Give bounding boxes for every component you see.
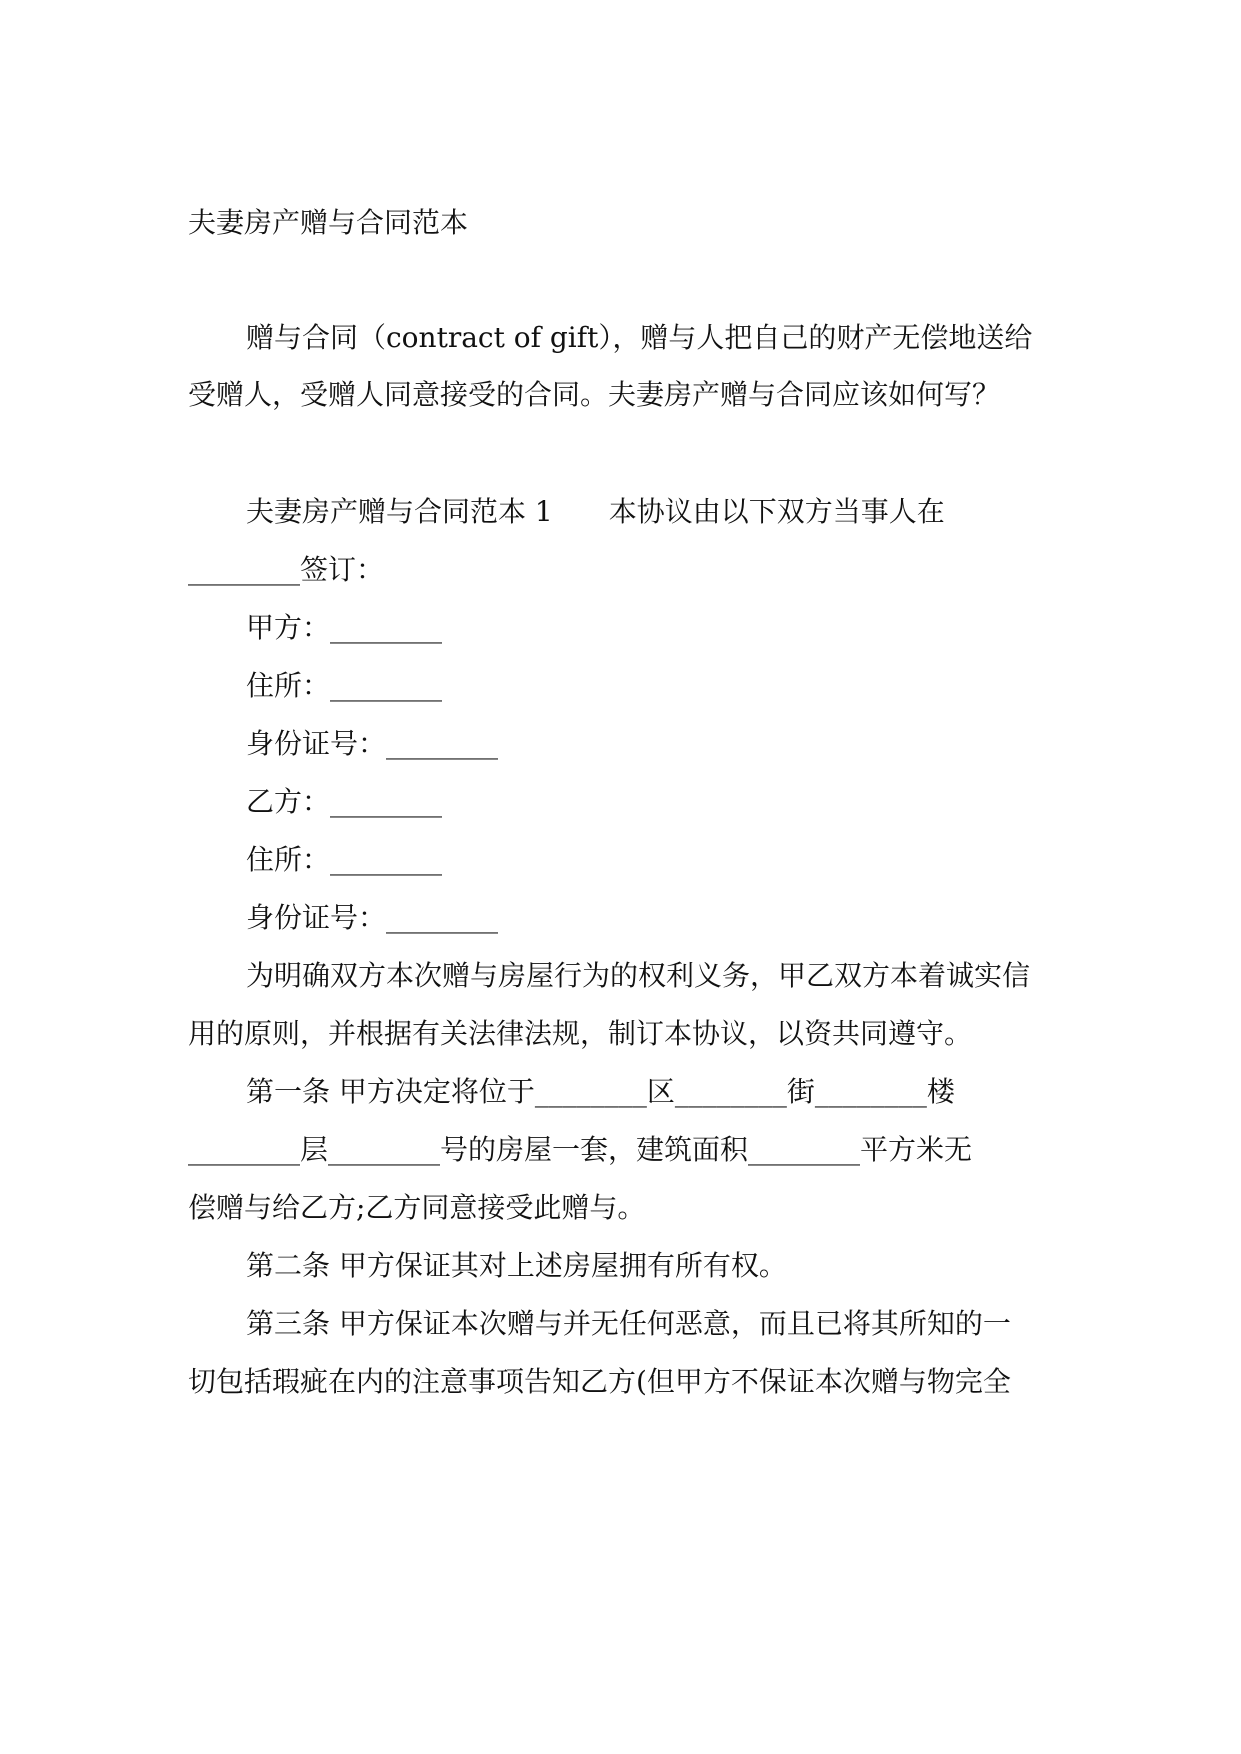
contract-heading-line-2: ________签订： (188, 553, 385, 586)
party-a-address: 住所：________ (246, 669, 443, 702)
contract-heading-line-1: 夫妻房产赠与合同范本 1 本协议由以下双方当事人在 (246, 495, 945, 528)
preamble-line-1: 为明确双方本次赠与房屋行为的权利义务，甲乙双方本着诚实信 (246, 959, 1031, 992)
document-title: 夫妻房产赠与合同范本 (188, 206, 469, 239)
article-1-line-2: ________层________号的房屋一套，建筑面积________平方米无 (188, 1133, 973, 1166)
article-1-line-3: 偿赠与给乙方;乙方同意接受此赠与。 (188, 1191, 646, 1224)
party-b-id: 身份证号：________ (246, 901, 499, 934)
article-2-line-1: 第二条 甲方保证其对上述房屋拥有所有权。 (246, 1249, 787, 1282)
party-a-name: 甲方：________ (246, 611, 443, 644)
intro-line-1: 赠与合同（contract of gift），赠与人把自己的财产无偿地送给 (246, 321, 1033, 354)
article-3-line-1: 第三条 甲方保证本次赠与并无任何恶意，而且已将其所知的一 (246, 1307, 1011, 1340)
article-3-line-2: 切包括瑕疵在内的注意事项告知乙方(但甲方不保证本次赠与物完全 (188, 1365, 1011, 1398)
preamble-line-2: 用的原则，并根据有关法律法规，制订本协议，以资共同遵守。 (188, 1017, 973, 1050)
intro-line-2: 受赠人，受赠人同意接受的合同。夫妻房产赠与合同应该如何写？ (188, 378, 1001, 411)
article-1-line-1: 第一条 甲方决定将位于________区________街________楼 (246, 1075, 955, 1108)
party-b-name: 乙方：________ (246, 785, 443, 818)
party-a-id: 身份证号：________ (246, 727, 499, 760)
party-b-address: 住所：________ (246, 843, 443, 876)
